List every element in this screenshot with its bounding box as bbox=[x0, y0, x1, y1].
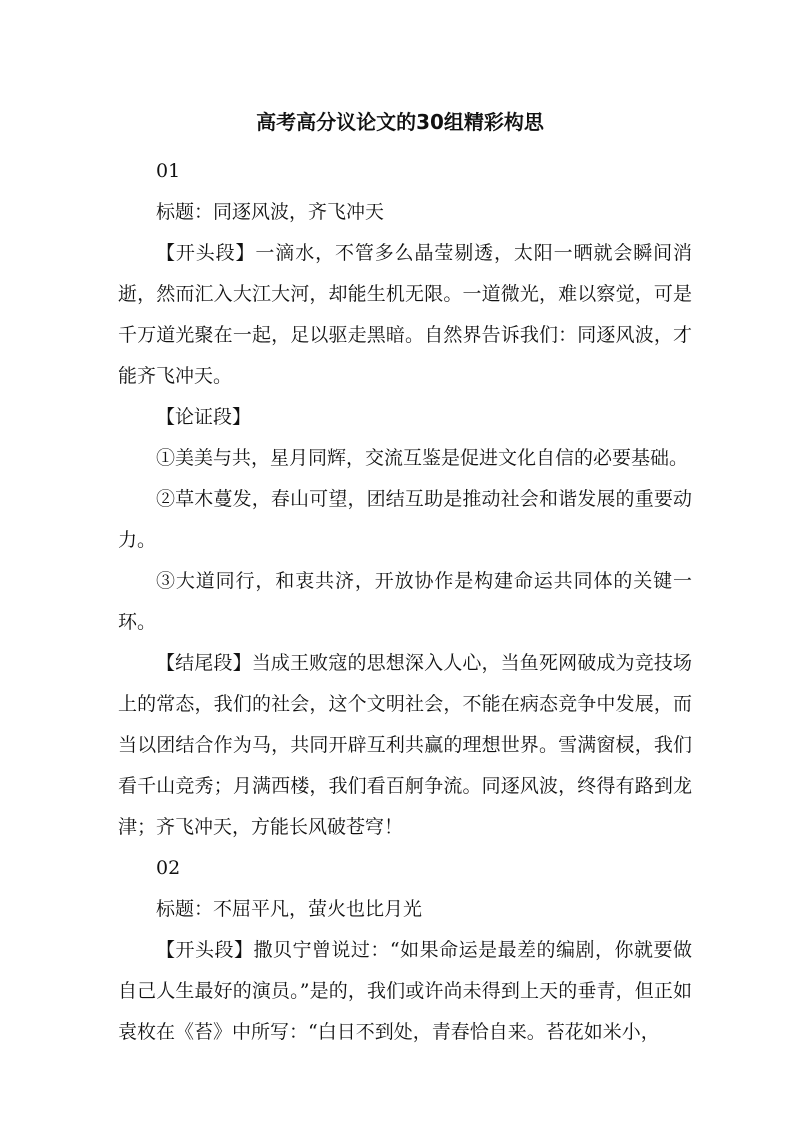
argument-point: ②草木蔓发，春山可望，团结互助是推动社会和谐发展的重要动力。 bbox=[118, 488, 692, 551]
closing-paragraph: 【结尾段】当成王败寇的思想深入人心，当鱼死网破成为竞技场上的常态，我们的社会，这个文明社会，不能在病态竞争中发展，而当以团结合作为马，共同开辟互利共赢的理想世界。雪满窗棂，我们看千山竞秀；月满西楼，我们看百舸争流。同逐风波，终得有路到龙津；齐飞冲天，方能长风破苍穹！ bbox=[118, 652, 692, 838]
document-body bbox=[118, 151, 692, 1053]
essay-title: 标题：同逐风波，齐飞冲天 bbox=[156, 201, 385, 223]
opening-paragraph: 【开头段】撒贝宁曾说过：“如果命运是最差的编剧，你就要做自己人生最好的演员。”是的，我们或许尚未得到上天的垂青，但正如袁枚在《苔》中所写：“白日不到处，青春恰自来。苔花如米小， bbox=[118, 939, 692, 1043]
section-number: 02 bbox=[156, 857, 181, 879]
essay-title: 标题：不屈平凡，萤火也比月光 bbox=[156, 898, 423, 920]
argument-point: ③大道同行，和衷共济，开放协作是构建命运共同体的关键一环。 bbox=[118, 570, 692, 633]
argument-point: ①美美与共，星月同辉，交流互鉴是促进文化自信的必要基础。 bbox=[156, 447, 689, 469]
section-number: 01 bbox=[156, 160, 181, 182]
argument-heading: 【论证段】 bbox=[156, 406, 252, 428]
opening-paragraph: 【开头段】一滴水，不管多么晶莹剔透，太阳一晒就会瞬间消逝，然而汇入大江大河，却能生机无限。一道微光，难以察觉，可是千万道光聚在一起，足以驱走黑暗。自然界告诉我们：同逐风波，才能齐飞冲天。 bbox=[118, 242, 692, 387]
document-title: 高考高分议论文的30组精彩构思 bbox=[256, 110, 544, 134]
